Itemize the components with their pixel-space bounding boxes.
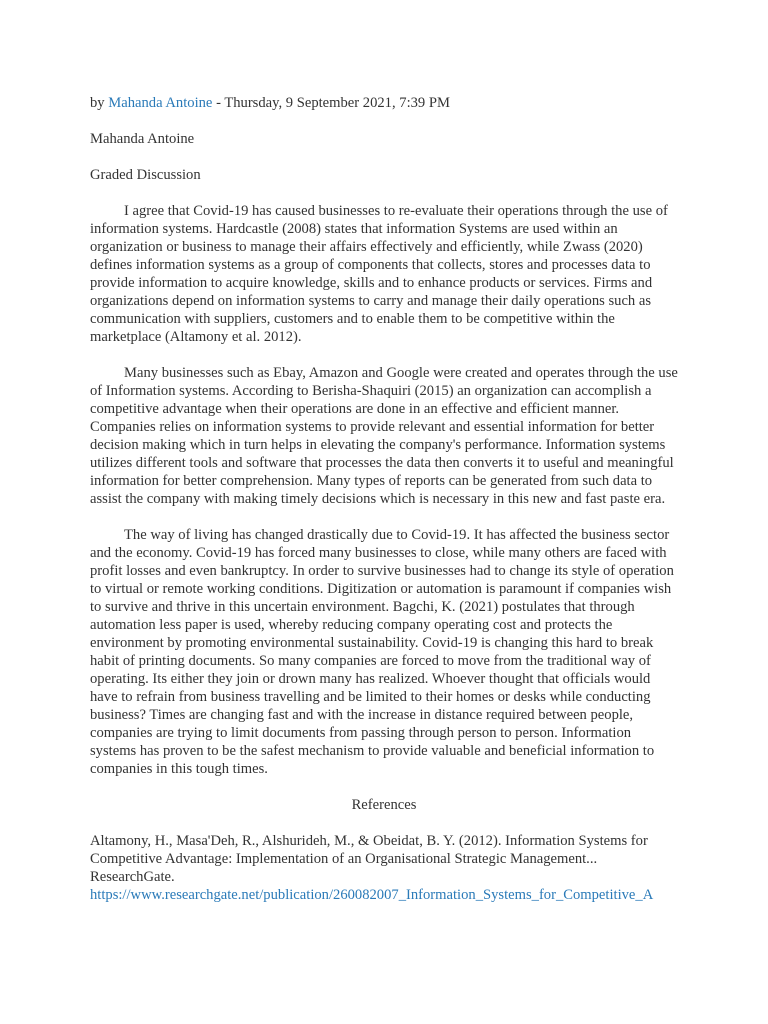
post-byline <box>90 94 678 112</box>
body-paragraph-2: Many businesses such as Ebay, Amazon and Google were created and operates through the use of Information systems. According to Berisha-Shaquiri (2015) an organization can accomplish a competitive advantage when their operations are done in an effective and efficient manner. Companies relies on information systems to provide relevant and essential information for better decision making which in turn helps in elevating the company's performance. Information systems utilizes different tools and software that processes the data then converts it to useful and meaningful information for better comprehension. Many types of reports can be generated from such data to assist the company with making timely decisions which is necessary in this new and fast paste era. <box>90 365 678 507</box>
author-name-line: Mahanda Antoine <box>90 131 195 147</box>
references-heading: References <box>351 797 417 813</box>
byline-prefix: by <box>90 95 109 111</box>
post-heading: Graded Discussion <box>90 167 201 183</box>
reference-link[interactable]: https://www.researchgate.net/publication/260082007_Information_Systems_for_Competitive_A <box>90 887 654 903</box>
body-paragraph-3: The way of living has changed drastically due to Covid-19. It has affected the business sector and the economy. Covid-19 has forced many businesses to close, while many others are faced with profit losses and even bankruptcy. In order to survive businesses had to change its style of operation to virtual or remote working conditions. Digitization or automation is paramount if companies wish to survive and thrive in this uncertain environment. Bagchi, K. (2021) postulates that through automation less paper is used, whereby reducing company operating cost and protects the environment by promoting environmental sustainability. Covid-19 is changing this hard to break habit of printing documents. So many companies are forced to move from the traditional way of operating. Its either they join or drown many has realized. Whoever thought that officials would have to refrain from business travelling and be limited to their homes or desks while conducting business? Times are changing fast and with the increase in distance required between people, companies are trying to limit documents from passing through person to person. Information systems has proven to be the safest mechanism to provide valuable and beneficial information to companies in this tough times. <box>90 527 674 777</box>
reference-item <box>90 832 678 904</box>
author-link[interactable]: Mahanda Antoine <box>108 95 213 111</box>
post-date: - Thursday, 9 September 2021, 7:39 PM <box>212 95 450 111</box>
reference-text: Altamony, H., Masa'Deh, R., Alshurideh, M., & Obeidat, B. Y. (2012). Information Systems for Competitive Advantage: Implementation of an Organisational Strategic Management... ResearchGate. <box>90 833 648 885</box>
body-paragraph-1: I agree that Covid-19 has caused businesses to re-evaluate their operations through the use of information systems. Hardcastle (2008) states that information Systems are used within an organization or business to manage their affairs effectively and efficiently, while Zwass (2020) defines information systems as a group of components that collects, stores and processes data to provide information to acquire knowledge, skills and to enhance products or services. Firms and organizations depend on information systems to carry and manage their daily operations such as communication with suppliers, customers and to enable them to be competitive within the marketplace (Altamony et al. 2012). <box>90 203 668 345</box>
